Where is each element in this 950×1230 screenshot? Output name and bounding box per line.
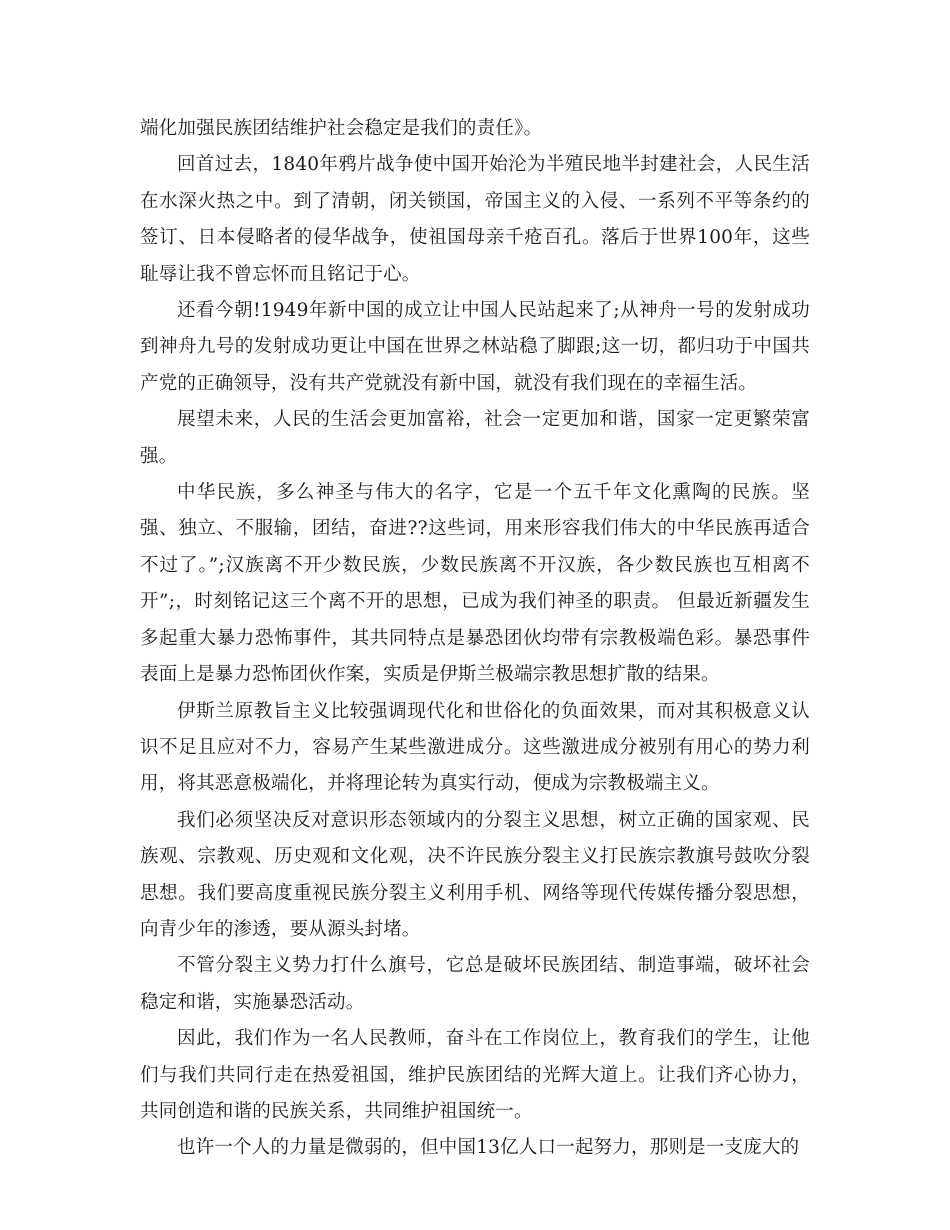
paragraph-3: 还看今朝!1949年新中国的成立让中国人民站起来了;从神舟一号的发射成功到神舟九号的发射成功更让中国在世界之林站稳了脚跟;这一切，都归功于中国共产党的正确领导，没有共产党就没有新中国，就没有我们现在的幸福生活。 xyxy=(140,300,810,394)
paragraph-5: 中华民族，多么神圣与伟大的名字，它是一个五千年文化熏陶的民族。坚强、独立、不服输，团结，奋进??这些词，用来形容我们伟大的中华民族再适合不过了。”;汉族离不开少数民族，少数民族离不开汉族，各少数民族也互相离不开”;，时刻铭记这三个离不开的思想，已成为我们神圣的职责。 但最近新疆发生多起重大暴力恐怖事件，其共同特点是暴恐团伙均带有宗教极端色彩。暴恐事件表面上是暴力恐怖团伙作案，实质是伊斯兰极端宗教思想扩散的结果。 xyxy=(140,482,810,686)
paragraph-9: 因此，我们作为一名人民教师，奋斗在工作岗位上，教育我们的学生，让他们与我们共同行走在热爱祖国，维护民族团结的光辉大道上。让我们齐心协力，共同创造和谐的民族关系，共同维护祖国统一。 xyxy=(140,1028,810,1122)
paragraph-8: 不管分裂主义势力打什么旗号，它总是破坏民族团结、制造事端，破坏社会稳定和谐，实施暴恐活动。 xyxy=(140,955,810,1013)
paragraph-6: 伊斯兰原教旨主义比较强调现代化和世俗化的负面效果，而对其积极意义认识不足且应对不力，容易产生某些激进成分。这些激进成分被别有用心的势力利用，将其恶意极端化，并将理论转为真实行动，便成为宗教极端主义。 xyxy=(140,700,810,795)
paragraph-1: 端化加强民族团结维护社会稳定是我们的责任》。 xyxy=(140,118,543,139)
paragraph-10: 也许一个人的力量是微弱的，但中国13亿人口一起努力，那则是一支庞大的 xyxy=(177,1137,800,1159)
paragraph-2: 回首过去，1840年鸦片战争使中国开始沦为半殖民地半封建社会，人民生活在水深火热之中。到了清朝，闭关锁国，帝国主义的入侵、一系列不平等条约的签订、日本侵略者的侵华战争，使祖国母亲千疮百孔。落后于世界100年，这些耻辱让我不曾忘怀而且铭记于心。 xyxy=(140,154,810,285)
document-body xyxy=(140,111,810,1167)
paragraph-4: 展望未来，人民的生活会更加富裕，社会一定更加和谐，国家一定更繁荣富强。 xyxy=(140,409,810,467)
paragraph-7: 我们必须坚决反对意识形态领域内的分裂主义思想，树立正确的国家观、民族观、宗教观、历史观和文化观，决不许民族分裂主义打民族宗教旗号鼓吹分裂思想。我们要高度重视民族分裂主义利用手机、网络等现代传媒传播分裂思想，向青少年的渗透，要从源头封堵。 xyxy=(140,809,810,940)
